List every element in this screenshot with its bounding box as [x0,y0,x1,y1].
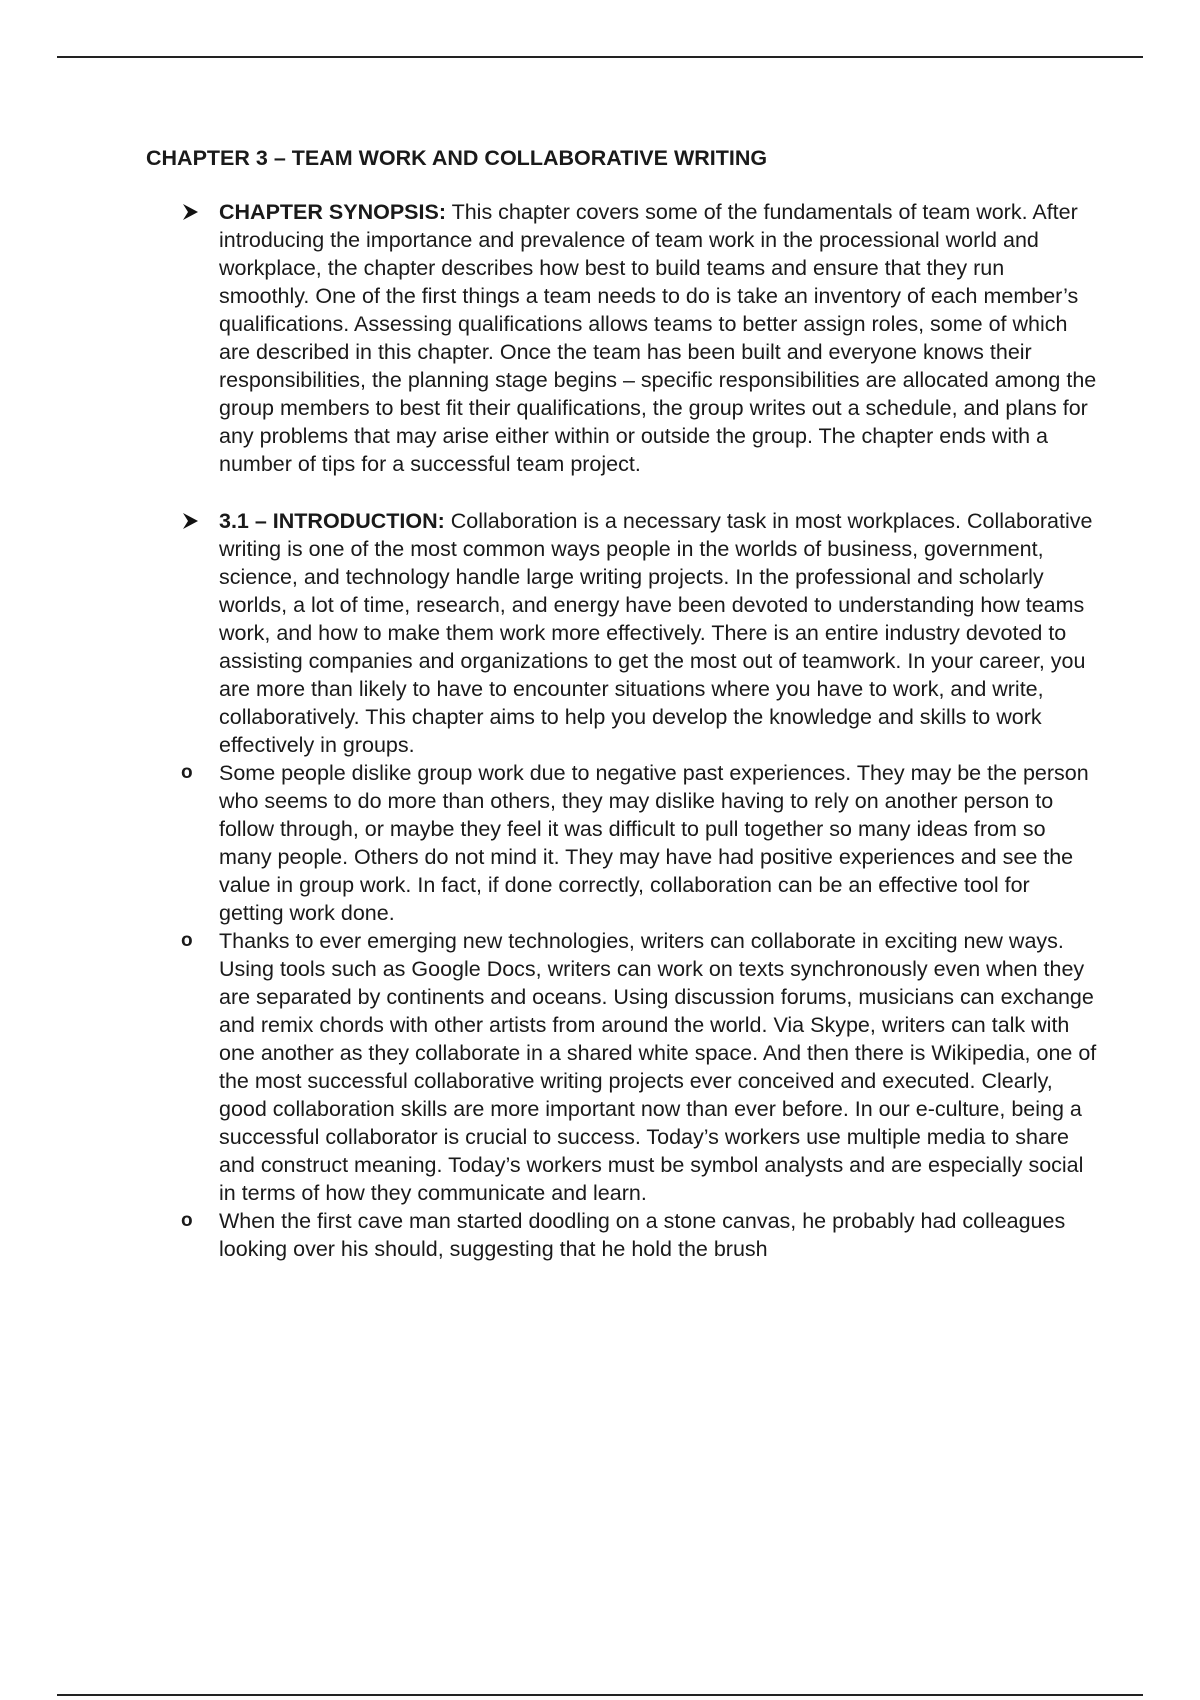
sub-bullet-text: Thanks to ever emerging new technologies, writers can collaborate in exciting new ways. Using tools such as Google Docs, writers can work on texts synchronously even when they are separated by continents and oceans. Using discussion forums, musicians can exchange and remix chords with other artists from around the world. Via Skype, writers can talk with one another as they collaborate in a shared white space. And then there is Wikipedia, one of the most successful collaborative writing projects ever conceived and executed. Clearly, good collaboration skills are more important now than ever before. In our e-culture, being a successful collaborator is crucial to success. Today’s workers use multiple media to share and construct meaning. Today’s workers must be symbol analysts and are especially social in terms of how they communicate and learn. [219,929,1097,1205]
arrowhead-bullet-icon [182,204,199,220]
introduction-heading: 3.1 – INTRODUCTION: [219,509,445,533]
circle-bullet-icon: o [181,1210,193,1231]
sub-bullet-item [181,1207,1100,1263]
synopsis-text: This chapter covers some of the fundamentals of team work. After introducing the importance and prevalence of team work in the processional world and workplace, the chapter describes how best to build teams and ensure that they run smoothly. One of the first things a team needs to do is take an inventory of each member’s qualifications. Assessing qualifications allows teams to better assign roles, some of which are described in this chapter. Once the team has been built and everyone knows their responsibilities, the planning stage begins – specific responsibilities are allocated among the group members to best fit their qualifications, the group writes out a schedule, and plans for any problems that may arise either within or outside the group. The chapter ends with a number of tips for a successful team project. [219,200,1097,476]
top-rule [57,56,1143,58]
synopsis-bullet [146,198,1100,478]
synopsis-heading: CHAPTER SYNOPSIS: [219,200,446,224]
document-body [146,144,1100,1263]
sub-bullet-item [181,759,1100,927]
bottom-rule [57,1694,1143,1696]
introduction-text: Collaboration is a necessary task in most workplaces. Collaborative writing is one of the most common ways people in the worlds of business, government, science, and technology handle large writing projects. In the professional and scholarly worlds, a lot of time, research, and energy have been devoted to understanding how teams work, and how to make them work more effectively. There is an entire industry devoted to assisting companies and organizations to get the most out of teamwork. In your career, you are more than likely to have to encounter situations where you have to work, and write, collaboratively. This chapter aims to help you develop the knowledge and skills to work effectively in groups. [219,509,1093,757]
chapter-title: CHAPTER 3 – TEAM WORK AND COLLABORATIVE WRITING [146,146,768,170]
sub-bullet-text: Some people dislike group work due to negative past experiences. They may be the person who seems to do more than others, they may dislike having to rely on another person to follow through, or maybe they feel it was difficult to pull together so many ideas from so many people. Others do not mind it. They may have had positive experiences and see the value in group work. In fact, if done correctly, collaboration can be an effective tool for getting work done. [219,761,1089,925]
arrowhead-bullet-icon [182,513,199,529]
circle-bullet-icon: o [181,762,193,783]
sub-bullet-item [181,927,1100,1207]
introduction-bullet [146,507,1100,759]
introduction-sub-list [146,759,1100,1263]
sub-bullet-text: When the first cave man started doodling on a stone canvas, he probably had colleagues looking over his should, suggesting that he hold the brush [219,1209,1066,1261]
circle-bullet-icon: o [181,930,193,951]
